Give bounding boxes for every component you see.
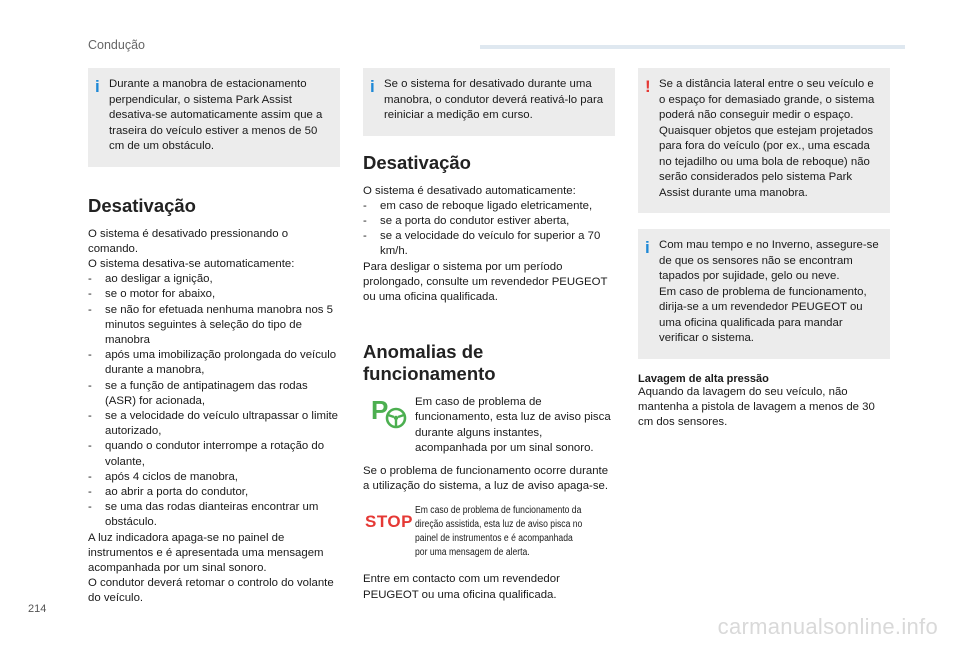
list-item: - após uma imobilização prolongada do veículo durante a manobra,	[88, 348, 340, 378]
list-item: - se a função de antipatinagem das rodas (ASR) for acionada,	[88, 379, 340, 409]
list-item: - se não for efetuada nenhuma manobra nos 5 minutos seguintes à seleção do tipo de manobra	[88, 303, 340, 349]
list-item: - se a velocidade do veículo ultrapassar o limite autorizado,	[88, 409, 340, 439]
info-icon: i	[370, 77, 375, 96]
heading-desativacao: Desativação	[88, 194, 196, 216]
header-rule	[480, 45, 905, 49]
note-text: Se a distância lateral entre o seu veículo e o espaço for demasiado grande, o sistema poderá não conseguir medir o espaço. Quaisquer objetos que estejam projetados para fora do veículo (por ex., uma escada no tejadilho ou uma bola de reboque) não serão considerados pelo sistema Park Assist durante uma manobra.	[659, 78, 875, 199]
info-note	[88, 68, 340, 167]
paragraph: O sistema é desativado pressionando o comando.	[88, 227, 289, 255]
subheading-high-pressure: Lavagem de alta pressão	[638, 372, 769, 385]
list-item: - se o motor for abaixo,	[88, 287, 340, 302]
column-2	[363, 68, 615, 603]
list-item: - quando o condutor interrompe a rotação do volante,	[88, 439, 340, 469]
list-item: - em caso de reboque ligado eletricamente,	[363, 199, 615, 214]
list-item: - após 4 ciclos de manobra,	[88, 470, 340, 485]
paragraph: O condutor deverá retomar o controlo do volante do veículo.	[88, 577, 334, 605]
list-item: - se a velocidade do veículo for superior a 70 km/h.	[363, 229, 615, 259]
info-icon: i	[645, 238, 650, 257]
paragraph: Entre em contacto com um revendedor PEUGEOT ou uma oficina qualificada.	[363, 573, 560, 601]
info-note	[638, 229, 890, 359]
paragraph: Se o problema de funcionamento ocorre durante a utilização do sistema, a luz de aviso apaga-se.	[363, 464, 609, 493]
info-icon: i	[95, 77, 100, 96]
list-item: - ao desligar a ignição,	[88, 272, 340, 287]
note-text: Em caso de problema de funcionamento, dirija-se a um revendedor PEUGEOT ou uma oficina qualificada para mandar verificar o sistema.	[659, 285, 867, 344]
note-text: Durante a manobra de estacionamento perpendicular, o sistema Park Assist desativa-se automaticamente assim que a traseira do veículo estiver a menos de 50 cm de um obstáculo.	[109, 78, 323, 152]
heading-desativacao: Desativação	[363, 151, 471, 173]
stop-warning	[363, 504, 615, 560]
svg-text:P: P	[371, 395, 389, 426]
deactivation-list	[88, 272, 340, 530]
park-assist-icon	[363, 395, 415, 431]
park-assist-warning	[363, 395, 615, 456]
warning-icon: !	[645, 77, 651, 96]
page-number: 214	[28, 603, 47, 615]
list-item: - ao abrir a porta do condutor,	[88, 485, 340, 500]
paragraph: A luz indicadora apaga-se no painel de instrumentos e é apresentada uma mensagem acompanhada por um sinal sonoro.	[88, 531, 324, 574]
paragraph: O sistema é desativado automaticamente:	[363, 184, 576, 197]
paragraph: Para desligar o sistema por um período prolongado, consulte um revendedor PEUGEOT ou uma oficina qualificada.	[363, 260, 608, 303]
note-text: Se o sistema for desativado durante uma manobra, o condutor deverá reativá-lo para reiniciar a medição em curso.	[384, 78, 604, 121]
heading-anomalias: Anomalias de funcionamento	[363, 341, 496, 385]
park-assist-text: Em caso de problema de funcionamento, esta luz de aviso pisca durante alguns instantes, acompanhada por um sinal sonoro.	[415, 396, 611, 454]
column-3	[638, 68, 890, 430]
watermark: carmanualsonline.info	[717, 614, 938, 639]
stop-icon: STOP	[365, 512, 413, 532]
section-title: Condução	[88, 38, 145, 52]
info-note	[363, 68, 615, 136]
column-1	[88, 68, 340, 607]
deactivation-list	[363, 199, 615, 260]
list-item: - se uma das rodas dianteiras encontrar um obstáculo.	[88, 500, 340, 530]
paragraph: Aquando da lavagem do seu veículo, não mantenha a pistola de lavagem a menos de 30 cm dos sensores.	[638, 385, 875, 428]
warning-note	[638, 68, 890, 213]
stop-text: Em caso de problema de funcionamento da direção assistida, esta luz de aviso pisca no painel de instrumentos e é acompanhada por uma mensagem de alerta.	[415, 505, 583, 559]
note-text: Com mau tempo e no Inverno, assegure-se de que os sensores não se encontram tapados por sujidade, gelo ou neve.	[659, 239, 879, 282]
paragraph: O sistema desativa-se automaticamente:	[88, 257, 295, 270]
list-item: - se a porta do condutor estiver aberta,	[363, 214, 615, 229]
